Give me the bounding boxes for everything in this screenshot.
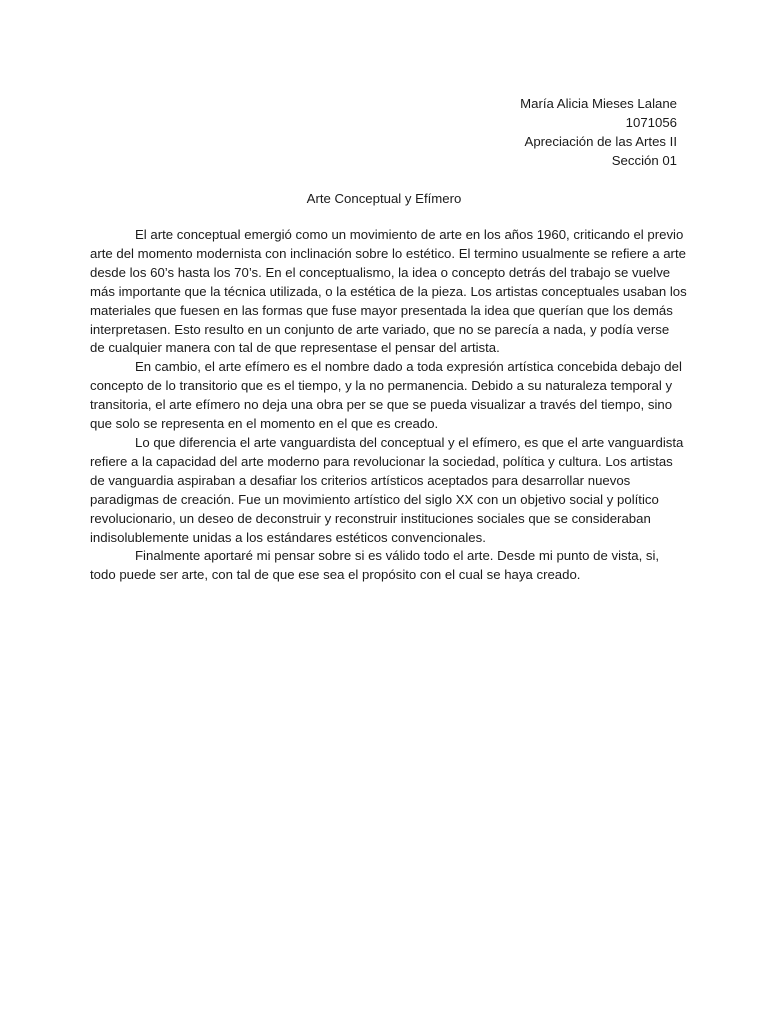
author-name: María Alicia Mieses Lalane	[520, 96, 677, 111]
course-name: Apreciación de las Artes II	[524, 134, 677, 149]
document-body	[90, 226, 687, 585]
author-header	[520, 94, 677, 170]
paragraph-avant-garde: Lo que diferencia el arte vanguardista del conceptual y el efímero, es que el arte vanguardista refiere a la capacidad del arte moderno para revolucionar la sociedad, política y cultura. Los artistas de vanguardia aspiraban a desafiar los criterios artísticos aceptados para desarrollar nuevos paradigmas de creación. Fue un movimiento artístico del siglo XX con un objetivo social y político revolucionario, un deseo de deconstruir y reconstruir instituciones sociales que se consideraban indisolublemente unidas a los estándares estéticos convencionales.	[90, 434, 684, 545]
document-title: Arte Conceptual y Efímero	[306, 191, 462, 206]
paragraph-conclusion: Finalmente aportaré mi pensar sobre si es válido todo el arte. Desde mi punto de vista, si, todo puede ser arte, con tal de que ese sea el propósito con el cual se haya creado.	[90, 548, 660, 583]
paragraph-conceptual-art: El arte conceptual emergió como un movimiento de arte en los años 1960, criticando el previo arte del momento modernista con inclinación sobre lo estético. El termino usualmente se refiere a arte desde los 60’s hasta los 70’s. En el conceptualismo, la idea o concepto detrás del trabajo se vuelve más importante que la técnica utilizada, o la estética de la pieza. Los artistas conceptuales usaban los materiales que fuesen en las formas que fuse mayor presentada la idea que querían que los demás interpretasen. Esto resulto en un conjunto de arte variado, que no se parecía a nada, y podía verse de cualquier manera con tal de que representase el pensar del artista.	[90, 227, 687, 356]
paragraph-ephemeral-art: En cambio, el arte efímero es el nombre dado a toda expresión artística concebida debajo del concepto de lo transitorio que es el tiempo, y la no permanencia. Debido a su naturaleza temporal y transitoria, el arte efímero no deja una obra per se que se pueda visualizar a través del tiempo, sino que solo se representa en el momento en el que es creado.	[90, 359, 682, 432]
student-id: 1071056	[625, 115, 677, 130]
section-number: Sección 01	[611, 153, 677, 168]
